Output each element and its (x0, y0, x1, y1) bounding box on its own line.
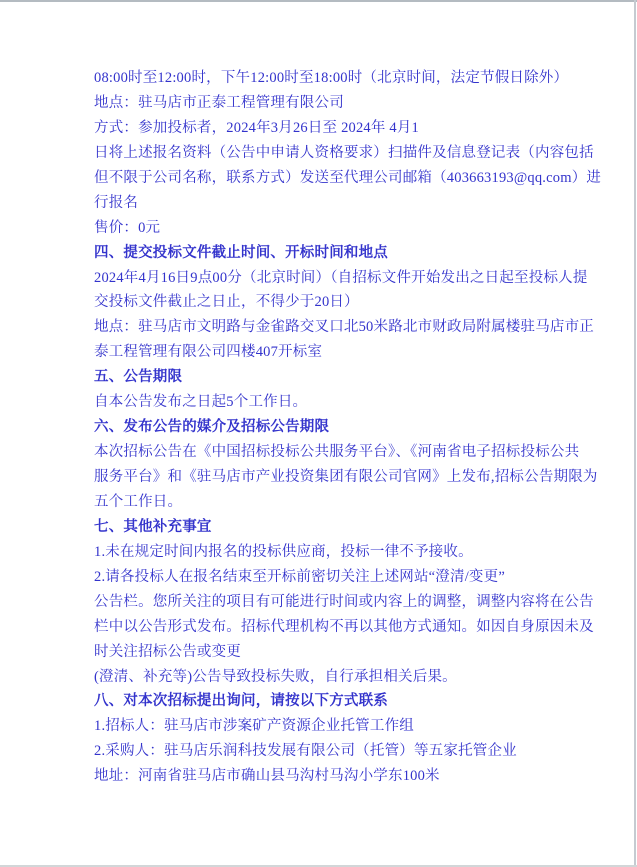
page-right-border (634, 0, 636, 867)
document-line: 1.招标人：驻马店市涉案矿产资源企业托管工作组 (94, 718, 414, 735)
document-line: 08:00时至12:00时，下午12:00时至18:00时（北京时间，法定节假日除外） (94, 70, 569, 86)
document-line: 但不限于公司名称，联系方式）发送至代理公司邮箱（403663193@qq.com）进 (94, 169, 602, 186)
document-line: 日将上述报名资料（公告中申请人资格要求）扫描件及信息登记表（内容包括 (94, 144, 594, 161)
document-line: 1.未在规定时间内报名的投标供应商，投标一律不予接收。 (94, 543, 473, 560)
section-heading: 七、其他补充事宜 (94, 518, 212, 535)
document-line: 公告栏。您所关注的项目有可能进行时间或内容上的调整，调整内容将在公告 (94, 593, 594, 610)
document-line: 五个工作日。 (94, 493, 183, 510)
document-line: (澄清、补充等)公告导致投标失败，自行承担相关后果。 (94, 668, 457, 685)
document-line: 2.请各投标人在报名结束至开标前密切关注上述网站“澄清/变更” (94, 568, 505, 585)
document-line: 地点：驻马店市文明路与金雀路交叉口北50米路北市财政局附属楼驻马店市正 (94, 319, 594, 336)
document-line: 交投标文件截止之日止，不得少于20日） (94, 294, 359, 311)
document-line: 服务平台》和《驻马店市产业投资集团有限公司官网》上发布,招标公告期限为 (94, 469, 598, 485)
document-line: 自本公告发布之日起5个工作日。 (94, 394, 308, 411)
document-line: 地点：驻马店市正泰工程管理有限公司 (94, 94, 344, 111)
section-heading: 六、发布公告的媒介及招标公告期限 (94, 419, 330, 436)
document-line: 栏中以公告形式发布。招标代理机构不再以其他方式通知。如因自身原因未及 (94, 618, 594, 635)
document-line: 行报名 (94, 194, 139, 211)
document-line: 本次招标公告在《中国招标投标公共服务平台》、《河南省电子招标投标公共 (94, 444, 580, 461)
document-body (94, 66, 602, 789)
section-heading: 四、提交投标文件截止时间、开标时间和地点 (94, 244, 388, 261)
page-top-border (0, 0, 637, 2)
document-line: 时关注招标公告或变更 (94, 643, 241, 660)
document-line: 方式：参加投标者，2024年3月26日至 2024年 4月1 (94, 119, 419, 136)
document-line: 售价：0元 (94, 219, 161, 236)
document-line: 泰工程管理有限公司四楼407开标室 (94, 344, 323, 361)
section-heading: 八、对本次招标提出询问，请按以下方式联系 (94, 693, 388, 710)
document-line: 2.采购人：驻马店乐润科技发展有限公司（托管）等五家托管企业 (94, 743, 517, 760)
document-line: 地址：河南省驻马店市确山县马沟村马沟小学东100米 (94, 768, 440, 785)
section-heading: 五、公告期限 (94, 369, 183, 386)
document-line: 2024年4月16日9点00分（北京时间）（自招标文件开始发出之日起至投标人提 (94, 269, 588, 286)
